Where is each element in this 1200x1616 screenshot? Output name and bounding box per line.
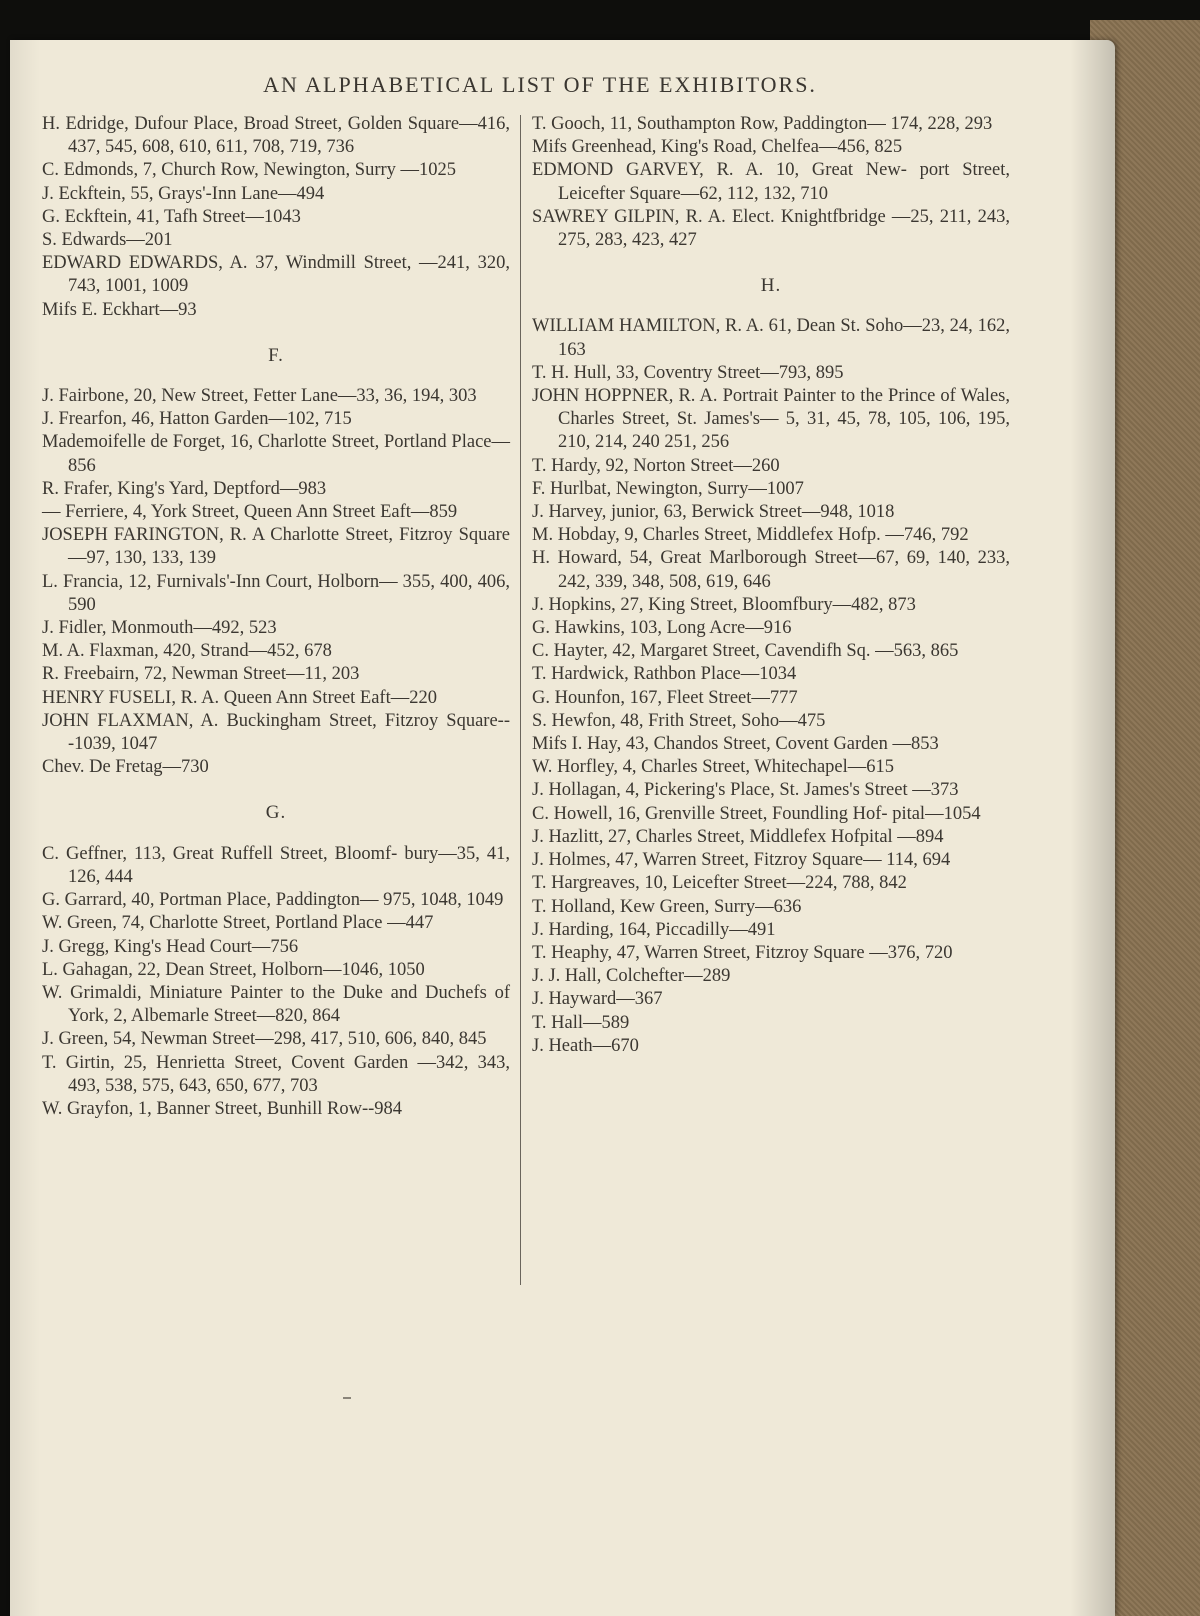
- exhibitor-entry: W. Horfley, 4, Charles Street, Whitechapel—615: [532, 757, 895, 778]
- exhibitor-entry: J. Fairbone, 20, New Street, Fetter Lane—33, 36, 194, 303: [42, 386, 477, 407]
- exhibitor-entry: J. Harvey, junior, 63, Berwick Street—948, 1018: [532, 502, 895, 523]
- exhibitor-entry: G. Eckftein, 41, Tafh Street—1043: [42, 206, 301, 227]
- exhibitor-entry: C. Geffner, 113, Great Ruffell Street, Bloomf- bury—35, 41, 126, 444: [42, 843, 510, 887]
- exhibitor-entry: J. Hollagan, 4, Pickering's Place, St. James's Street —373: [532, 780, 959, 801]
- exhibitor-entry: H. Howard, 54, Great Marlborough Street—67, 69, 140, 233, 242, 339, 348, 508, 619, 646: [532, 548, 1010, 592]
- exhibitor-entry: J. Hayward—367: [532, 989, 663, 1010]
- exhibitor-entry: W. Grimaldi, Miniature Painter to the Duke and Duchefs of York, 2, Albemarle Street—820, 864: [42, 982, 510, 1027]
- exhibitor-entry: W. Grayfon, 1, Banner Street, Bunhill Row--984: [42, 1098, 403, 1119]
- exhibitor-entry: EDMOND GARVEY, R. A. 10, Great New- port Street, Leicefter Square—62, 112, 132, 710: [532, 160, 1010, 204]
- exhibitor-entry: SAWREY GILPIN, R. A. Elect. Knightfbridge —25, 211, 243, 275, 283, 423, 427: [532, 206, 1010, 251]
- exhibitor-entry: HENRY FUSELI, R. A. Queen Ann Street Eaft—220: [42, 687, 437, 708]
- left-column: [42, 113, 510, 1121]
- exhibitor-entry: G. Garrard, 40, Portman Place, Paddington— 975, 1048, 1049: [42, 890, 504, 911]
- exhibitor-entry: T. Hall—589: [532, 1012, 630, 1033]
- exhibitor-entry: T. Heaphy, 47, Warren Street, Fitzroy Square —376, 720: [532, 942, 953, 963]
- exhibitor-entry: F. Hurlbat, Newington, Surry—1007: [532, 478, 804, 499]
- exhibitor-entry: J. Green, 54, Newman Street—298, 417, 510, 606, 840, 845: [42, 1029, 487, 1050]
- right-column: [532, 113, 1010, 1058]
- book-page: [10, 40, 1115, 1616]
- exhibitor-entry: L. Francia, 12, Furnivals'-Inn Court, Holborn— 355, 400, 406, 590: [42, 571, 510, 615]
- exhibitor-entry: J. Gregg, King's Head Court—756: [42, 936, 299, 957]
- exhibitor-entry: T. Hardy, 92, Norton Street—260: [532, 455, 780, 476]
- exhibitor-entry: C. Edmonds, 7, Church Row, Newington, Surry —1025: [42, 160, 457, 181]
- exhibitor-entry: Mifs Greenhead, King's Road, Chelfea—456, 825: [532, 137, 903, 158]
- exhibitor-entry: J. Heath—670: [532, 1035, 639, 1056]
- section-letter-heading: G.: [265, 802, 287, 824]
- paper-speck: [343, 1397, 351, 1399]
- exhibitor-entry: M. A. Flaxman, 420, Strand—452, 678: [42, 641, 332, 662]
- exhibitor-entry: J. Holmes, 47, Warren Street, Fitzroy Square— 114, 694: [532, 850, 951, 871]
- exhibitor-entry: EDWARD EDWARDS, A. 37, Windmill Street, —241, 320, 743, 1001, 1009: [42, 253, 510, 297]
- exhibitor-entry: JOHN HOPPNER, R. A. Portrait Painter to the Prince of Wales, Charles Street, St. James's— 5, 31, 45, 78, 105, 106, 195, 210, 214, 240 251, 256: [532, 386, 1010, 453]
- exhibitor-entry: WILLIAM HAMILTON, R. A. 61, Dean St. Soho—23, 24, 162, 163: [532, 316, 1010, 360]
- exhibitor-entry: J. Fidler, Monmouth—492, 523: [42, 618, 277, 639]
- exhibitor-entry: J. Hazlitt, 27, Charles Street, Middlefex Hofpital —894: [532, 826, 944, 847]
- exhibitor-entry: S. Hewfon, 48, Frith Street, Soho—475: [532, 710, 826, 731]
- exhibitor-entry: J. Eckftein, 55, Grays'-Inn Lane—494: [42, 183, 325, 204]
- exhibitor-entry: G. Hounfon, 167, Fleet Street—777: [532, 687, 798, 708]
- exhibitor-entry: JOHN FLAXMAN, A. Buckingham Street, Fitzroy Square---1039, 1047: [42, 710, 510, 755]
- section-letter-heading: H.: [760, 275, 782, 297]
- exhibitor-entry: T. Hargreaves, 10, Leicefter Street—224, 788, 842: [532, 873, 907, 894]
- exhibitor-entry: T. Hardwick, Rathbon Place—1034: [532, 664, 797, 685]
- exhibitor-entry: T. Girtin, 25, Henrietta Street, Covent Garden —342, 343, 493, 538, 575, 643, 650, 677, 703: [42, 1052, 510, 1096]
- exhibitor-entry: J. J. Hall, Colchefter—289: [532, 966, 731, 987]
- exhibitor-entry: R. Frafer, King's Yard, Deptford—983: [42, 478, 327, 499]
- exhibitor-entry: W. Green, 74, Charlotte Street, Portland Place —447: [42, 913, 434, 934]
- exhibitor-entry: J. Frearfon, 46, Hatton Garden—102, 715: [42, 409, 352, 430]
- exhibitor-entry: Mifs I. Hay, 43, Chandos Street, Covent Garden —853: [532, 734, 939, 755]
- exhibitor-entry: J. Hopkins, 27, King Street, Bloomfbury—482, 873: [532, 594, 916, 615]
- exhibitor-entry: L. Gahagan, 22, Dean Street, Holborn—1046, 1050: [42, 959, 425, 980]
- exhibitor-entry: Mademoifelle de Forget, 16, Charlotte Street, Portland Place—856: [42, 432, 510, 476]
- section-letter-heading: F.: [268, 344, 284, 366]
- exhibitor-entry: T. H. Hull, 33, Coventry Street—793, 895: [532, 362, 844, 383]
- exhibitor-entry: M. Hobday, 9, Charles Street, Middlefex Hofp. —746, 792: [532, 525, 969, 546]
- exhibitor-entry: Mifs E. Eckhart—93: [42, 299, 197, 320]
- exhibitor-entry: C. Howell, 16, Grenville Street, Foundling Hof- pital—1054: [532, 803, 981, 824]
- exhibitor-entry: H. Edridge, Dufour Place, Broad Street, Golden Square—416, 437, 545, 608, 610, 611, 708, 719, 736: [42, 114, 510, 158]
- exhibitor-entry: C. Hayter, 42, Margaret Street, Cavendifh Sq. —563, 865: [532, 641, 959, 662]
- running-head: AN ALPHABETICAL LIST OF THE EXHIBITORS.: [263, 72, 817, 92]
- exhibitor-entry: J. Harding, 164, Piccadilly—491: [532, 919, 776, 940]
- exhibitor-entry: Chev. De Fretag—730: [42, 757, 209, 778]
- exhibitor-entry: G. Hawkins, 103, Long Acre—916: [532, 618, 792, 639]
- exhibitor-entry: R. Freebairn, 72, Newman Street—11, 203: [42, 664, 360, 685]
- exhibitor-entry: S. Edwards—201: [42, 230, 173, 251]
- column-rule: [520, 115, 521, 1285]
- exhibitor-entry: T. Holland, Kew Green, Surry—636: [532, 896, 802, 917]
- exhibitor-entry: — Ferriere, 4, York Street, Queen Ann Street Eaft—859: [42, 502, 458, 523]
- exhibitor-entry: JOSEPH FARINGTON, R. A Charlotte Street, Fitzroy Square—97, 130, 133, 139: [42, 525, 510, 569]
- exhibitor-entry: T. Gooch, 11, Southampton Row, Paddington— 174, 228, 293: [532, 114, 993, 134]
